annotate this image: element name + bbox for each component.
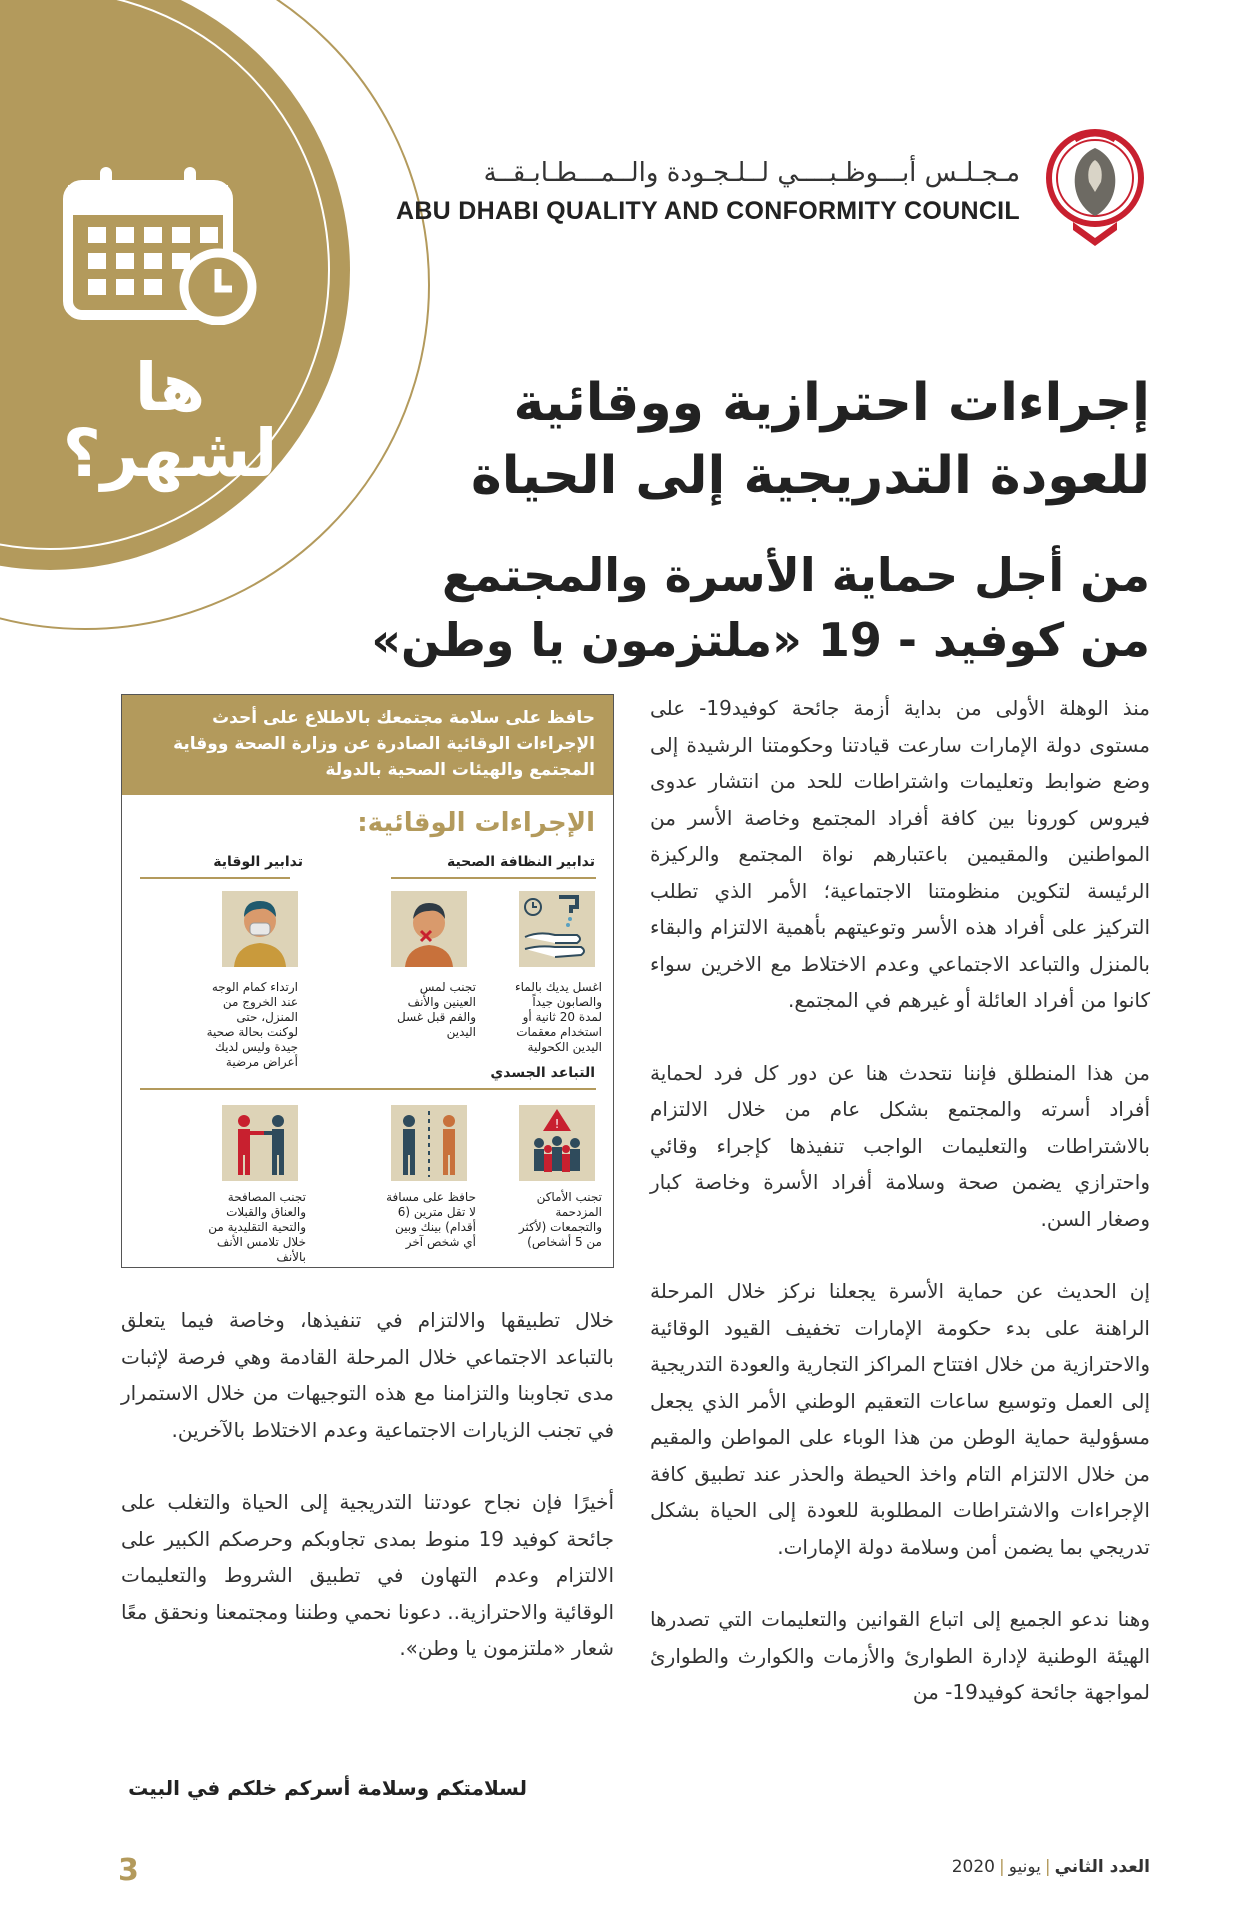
paragraph: خلال تطبيقها والالتزام في تنفيذها، وخاصة فيما يتعلق بالتباعد الاجتماعي خلال المرحلة القادمة وهي فرصة لإثبات مدى تجاوبنا والتزامنا مع هذه التوجيهات من خلال الاستمرار في تجنب الزيارات الاجتماعية وعدم الاختلاط بالآخرين. — [121, 1308, 614, 1442]
caption-face-mask: ارتداء كمام الوجه عند الخروج من المنزل، حتى لوكنت بحالة صحية جيدة وليس لديك أعراض مرضية — [206, 980, 298, 1069]
council-name-english: ABU DHABI QUALITY AND CONFORMITY COUNCIL — [395, 197, 1020, 225]
page-title-line-2: للعودة التدريجية إلى الحياة — [471, 446, 1150, 506]
paragraph: وهنا ندعو الجميع إلى اتباع القوانين والتعليمات التي تصدرها الهيئة الوطنية لإدارة الطوارئ والأزمات والكوارث والطوارئ لمواجهة جائحة كوفيد19- من — [650, 1607, 1150, 1704]
preventive-measures-infobox — [121, 694, 614, 1268]
svg-text:!: ! — [554, 1117, 560, 1131]
paragraph: منذ الوهلة الأولى من بداية أزمة جائحة كوفيد19- على مستوى دولة الإمارات سارعت قيادتنا وحكومتنا الرشيدة إلى وضع ضوابط وتعليمات واشتراطات للحد من انتشار عدوى فيروس كورونا بين كافة أفراد المجتمع وخاصة الأسر من المواطنين والمقيمين باعتبارهم نواة المجتمع والركيزة الرئيسة لتكوين منظومتنا الاجتماعية؛ الأمر الذي تطلب التركيز على أفراد هذه الأسر وتوعيتهم بأهمية الالتزام والبقاء بالمنزل والتباعد الاجتماعي وعدم الاختلاط مع الاخرين سواء كانوا من أفراد العائلة أو غيرهم في المجتمع. — [650, 696, 1150, 1012]
page-number: 3 — [118, 1853, 139, 1888]
distance-icon — [391, 1105, 467, 1181]
issue-info: العدد الثاني|يونيو|2020 — [951, 1857, 1150, 1877]
caption-keep-distance: حافظ على مسافة لا تقل مترين (6 أقدام) بينك وبين أي شخص آخر — [386, 1190, 476, 1249]
abu-dhabi-emblem — [1045, 120, 1145, 260]
issue-month: يونيو — [1008, 1857, 1041, 1877]
issue-year: 2020 — [951, 1857, 995, 1877]
caption-avoid-crowds: تجنب الأماكن المزدحمة والتجمعات (لأكثر من 5 أشخاص) — [518, 1190, 602, 1249]
paragraph: أخيرًا فإن نجاح عودتنا التدريجية إلى الحياة والتغلب على جائحة كوفيد 19 منوط بمدى تجاوبكم وحرصكم الكبير على الالتزام وعدم التهاون في تطبيق الشروط والتعليمات الوقائية والاحترازية.. دعونا نحمي وطننا ومجتمعنا ونحقق معًا شعار «ملتزمون يا وطن». — [121, 1490, 614, 1660]
caption-no-handshake: تجنب المصافحة والعناق والقبلات والتحية التقليدية من خلال تلامس الأنف بالأنف — [208, 1190, 306, 1264]
subtitle-line-1: من أجل حماية الأسرة والمجتمع — [441, 548, 1150, 602]
subtitle-line-2: من كوفيد - 19 «ملتزمون يا وطن» — [371, 613, 1150, 667]
caption-no-touch-face: تجنب لمس العينين والأنف والفم قبل غسل اليدين — [397, 980, 476, 1039]
category-distancing: التباعد الجسدي — [490, 1065, 595, 1081]
crowd-warning-icon — [519, 1105, 595, 1181]
paragraph: من هذا المنطلق فإننا نتحدث هنا عن دور كل فرد لحماية أفراد أسرته والمجتمع بشكل عام من خلال الالتزام بالاشتراطات والتعليمات الواجب تنفيذها كإجراء وقائي واحترازي يضمن صحة وسلامة أفراد الأسرة وخاصة كبار وصغار السن. — [650, 1060, 1150, 1231]
council-name-arabic: مـجـلـس أبـــوظـبــــي لــلـجـودة والــمـــطـابـقــة — [483, 158, 1020, 188]
caption-handwash: اغسل يديك بالماء والصابون جيداً لمدة 20 ثانية أو استخدام معقمات اليدين الكحولية — [514, 980, 602, 1054]
page-title-line-1: إجراءات احترازية ووقائية — [513, 373, 1150, 433]
category-prevention: تدابير الوقاية — [213, 854, 303, 870]
divider — [140, 877, 290, 879]
paragraph: إن الحديث عن حماية الأسرة يجعلنا نركز خلال المرحلة الراهنة على بدء حكومة الإمارات تخفيف القيود الوقائية والاحترازية من خلال افتتاح المراكز التجارية والعودة التدريجية إلى العمل وتوسيع ساعات التعقيم الوطني الأمر الذي يجعل مسؤولية حماية الوطن من هذا الوباء على المواطن والمقيم من خلال الالتزام التام واخذ الحيطة والحذر عند تطبيق كافة الإجراءات والاشتراطات المطلوبة للعودة إلى الحياة بشكل تدريجي بما يضمن أمن وسلامة دولة الإمارات. — [650, 1279, 1150, 1559]
issue-label: العدد الثاني — [1054, 1857, 1150, 1877]
no-handshake-icon — [222, 1105, 298, 1181]
handwash-icon — [519, 891, 595, 967]
no-touch-face-icon — [391, 891, 467, 967]
category-hygiene: تدابير النظافة الصحية — [446, 854, 595, 870]
article-right-column — [650, 690, 1150, 1711]
signoff-slogan: لسلامتكم وسلامة أسركم خلكم في البيت — [128, 1776, 527, 1800]
divider — [391, 877, 596, 879]
article-left-column — [121, 1302, 614, 1667]
divider — [140, 1088, 596, 1090]
infobox-header: حافظ على سلامة مجتمعك بالاطلاع على أحدث الإجراءات الوقائية الصادرة عن وزارة الصحة ووقاية المجتمع والهيئات الصحية بالدولة — [122, 695, 613, 795]
did-you-know-label: ها لشهر؟ — [62, 349, 278, 492]
infobox-title: الإجراءات الوقائية: — [357, 808, 595, 838]
face-mask-icon — [222, 891, 298, 967]
calendar-clock-icon — [60, 165, 260, 325]
